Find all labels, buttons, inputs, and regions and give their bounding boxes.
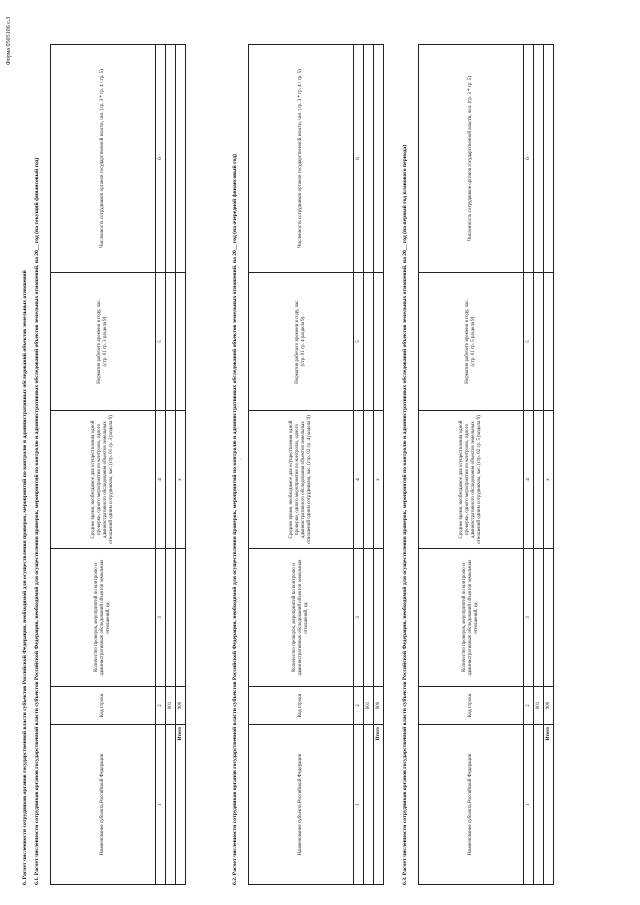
avg-time-cell[interactable] [166,411,176,549]
norm-cell[interactable] [364,273,374,411]
column-number-row: 1 2 3 4 5 6 [156,45,166,885]
subject-cell[interactable] [364,725,374,885]
total-staff-cell[interactable] [374,45,384,273]
staff-cell[interactable] [364,45,374,273]
column-number-row: 1 2 3 4 5 6 [524,45,534,885]
total-staff-cell[interactable] [544,45,554,273]
total-row: Итого 900 x [544,45,554,885]
table-row: 001 [364,45,374,885]
count-cell[interactable] [166,549,176,687]
form-code: Форма 0505106 с.3 [6,16,12,65]
table-row: 001 [166,45,176,885]
total-staff-cell[interactable] [176,45,186,273]
col-staff-header: Численность сотрудников органов государственной власти, чел. (гр. 3 * гр. 4 / гр. 5) [51,45,156,273]
total-count-cell[interactable] [374,549,384,687]
table-6-2-heading: 6.2. Расчет численности сотрудников органов государственной власти субъектов Российской Федерации, необходимой для осуществления проверок, мероприятий по контролю и административных обследований объектов земельных отношений, на 20__ год (на очередной финансовый год) [232,154,238,885]
subject-cell[interactable] [166,725,176,885]
avg-time-cell[interactable] [364,411,374,549]
subject-cell[interactable] [534,725,544,885]
total-count-cell[interactable] [544,549,554,687]
avg-time-cell[interactable] [534,411,544,549]
count-cell[interactable] [364,549,374,687]
total-row: Итого 900 x [176,45,186,885]
table-6-2 [248,44,384,885]
norm-cell[interactable] [534,273,544,411]
col-avg-time-header: Среднее время, необходимое для осуществления одной проверки, одного мероприятия по контролю, одного административного обследования объектов земельных отношений одним сотрудником, час. (стр. 01 гр. 3 раздела 9) [51,411,156,549]
col-code-header: Код строки [51,687,156,725]
table-header-row: Наименование субъекта Российской Федерации Код строки Количество проверок, мероприятий по контролю и административных обследований объектов земельных отношений, ед. Среднее время, необходимое для осуществления одной проверки, одного мероприятия по контролю, одного административного обследования объектов земельных отношений одним сотрудником, час. (стр. 02 гр. 5 раздела 9) Норматив рабочего времени в году, час. (стр. 01 гр. 5 раздела 9) Численность сотрудников органов государственной власти, чел. (гр. 3 * гр. 5) [419,45,524,885]
column-number-row: 1 2 3 4 5 6 [354,45,364,885]
table-6-1-heading: 6.1. Расчет численности сотрудников органов государственной власти субъектов Российской Федерации, необходимой для осуществления проверок, мероприятий по контролю и административных обследований объектов земельных отношений, на 20__ год (на текущий финансовый год) [34,157,40,885]
count-cell[interactable] [534,549,544,687]
table-6-3-heading: 6.3. Расчет численности сотрудников органов государственной власти субъектов Российской Федерации, необходимой для осуществления проверок, мероприятий по контролю и административных обследований объектов земельных отношений, на 20__ год (на первый год планового периода) [402,144,408,885]
table-header-row [51,45,156,885]
staff-cell[interactable] [166,45,176,273]
col-subject-header: Наименование субъекта Российской Федерации [51,725,156,885]
staff-cell[interactable] [534,45,544,273]
table-6-3 [418,44,554,885]
norm-cell[interactable] [166,273,176,411]
table-row: 001 [534,45,544,885]
table-header-row: Наименование субъекта Российской Федерации Код строки Количество проверок, мероприятий по контролю и административных обследований объектов земельных отношений, ед. Среднее время, необходимое для осуществления одной проверки, одного мероприятия по контролю, одного административного обследования объектов земельных отношений одним сотрудником, час. (стр. 02 гр. 4 раздела 9) Норматив рабочего времени в году, час. (стр. 01 гр. 4 раздела 9) Численность сотрудников органов государственной власти, чел. (гр. 3 * гр. 4 / гр. 5) [249,45,354,885]
section-6-heading: 6. Расчет численности сотрудников органов государственной власти субъектов Российской Федерации, необходимой для осуществления проверок, мероприятий по контролю и административных обследований объектов земельных отношений [22,270,28,885]
table-6-1 [50,44,186,885]
col-count-header: Количество проверок, мероприятий по контролю и административных обследований объектов земельных отношений, ед. [51,549,156,687]
col-norm-header: Норматив рабочего времени в году, час. (стр. 01 гр. 3 раздела 9) [51,273,156,411]
total-count-cell[interactable] [176,549,186,687]
total-row: Итого 900 x [374,45,384,885]
